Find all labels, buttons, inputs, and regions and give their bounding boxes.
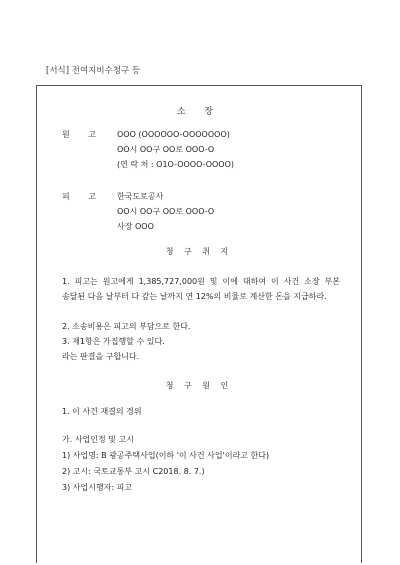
claim-heading: 청 구 취 지 bbox=[165, 247, 233, 256]
defendant-address: OO시 OO구 OO로 OOO-O bbox=[117, 207, 215, 216]
defendant-name: 한국도로공사 bbox=[117, 192, 164, 201]
cause-item-4: 2) 고시: 국토교통부 고시 C2018. 8. 7.) bbox=[62, 467, 205, 476]
claim-item-3: 3. 제1항은 가집행할 수 있다. bbox=[62, 337, 165, 346]
complaint-document bbox=[36, 85, 362, 563]
claim-closing: 라는 판결을 구합니다. bbox=[62, 352, 140, 361]
document-title: 소 장 bbox=[176, 107, 222, 117]
defendant-representative: 사장 OOO bbox=[117, 222, 154, 231]
claim-item-1: 1. 피고는 원고에게 1,385,727,000원 및 이에 대하여 이 사건 소장 부본 송달된 다음 날부터 다 갚는 날까지 연 12%의 비율로 계산한 돈을 지급하라. bbox=[62, 277, 340, 301]
form-label: [서식] 전여지비수청구 등 bbox=[46, 66, 141, 76]
cause-item-1: 1. 이 사건 재결의 경위 bbox=[62, 407, 142, 416]
plaintiff-contact: (연 락 처 : O1O-OOOO-OOOO) bbox=[117, 160, 235, 169]
claim-item-2: 2. 소송비용은 피고의 부담으로 한다. bbox=[62, 322, 191, 331]
plaintiff-name: OOO (OOOOOO-OOOOOOO) bbox=[117, 130, 230, 139]
cause-item-2: 가. 사업인정 및 고시 bbox=[62, 435, 134, 444]
cause-item-3: 1) 사업명: B 광공주택사업(이하 '이 사건 사업'이라고 한다) bbox=[62, 451, 270, 460]
plaintiff-label: 원 고 bbox=[62, 130, 104, 139]
plaintiff-address: OO시 OO구 OO로 OOO-O bbox=[117, 145, 215, 154]
defendant-label: 피 고 bbox=[62, 192, 104, 201]
cause-heading: 청 구 원 인 bbox=[165, 381, 233, 390]
cause-item-5: 3) 사업시행자: 피고 bbox=[62, 483, 133, 492]
